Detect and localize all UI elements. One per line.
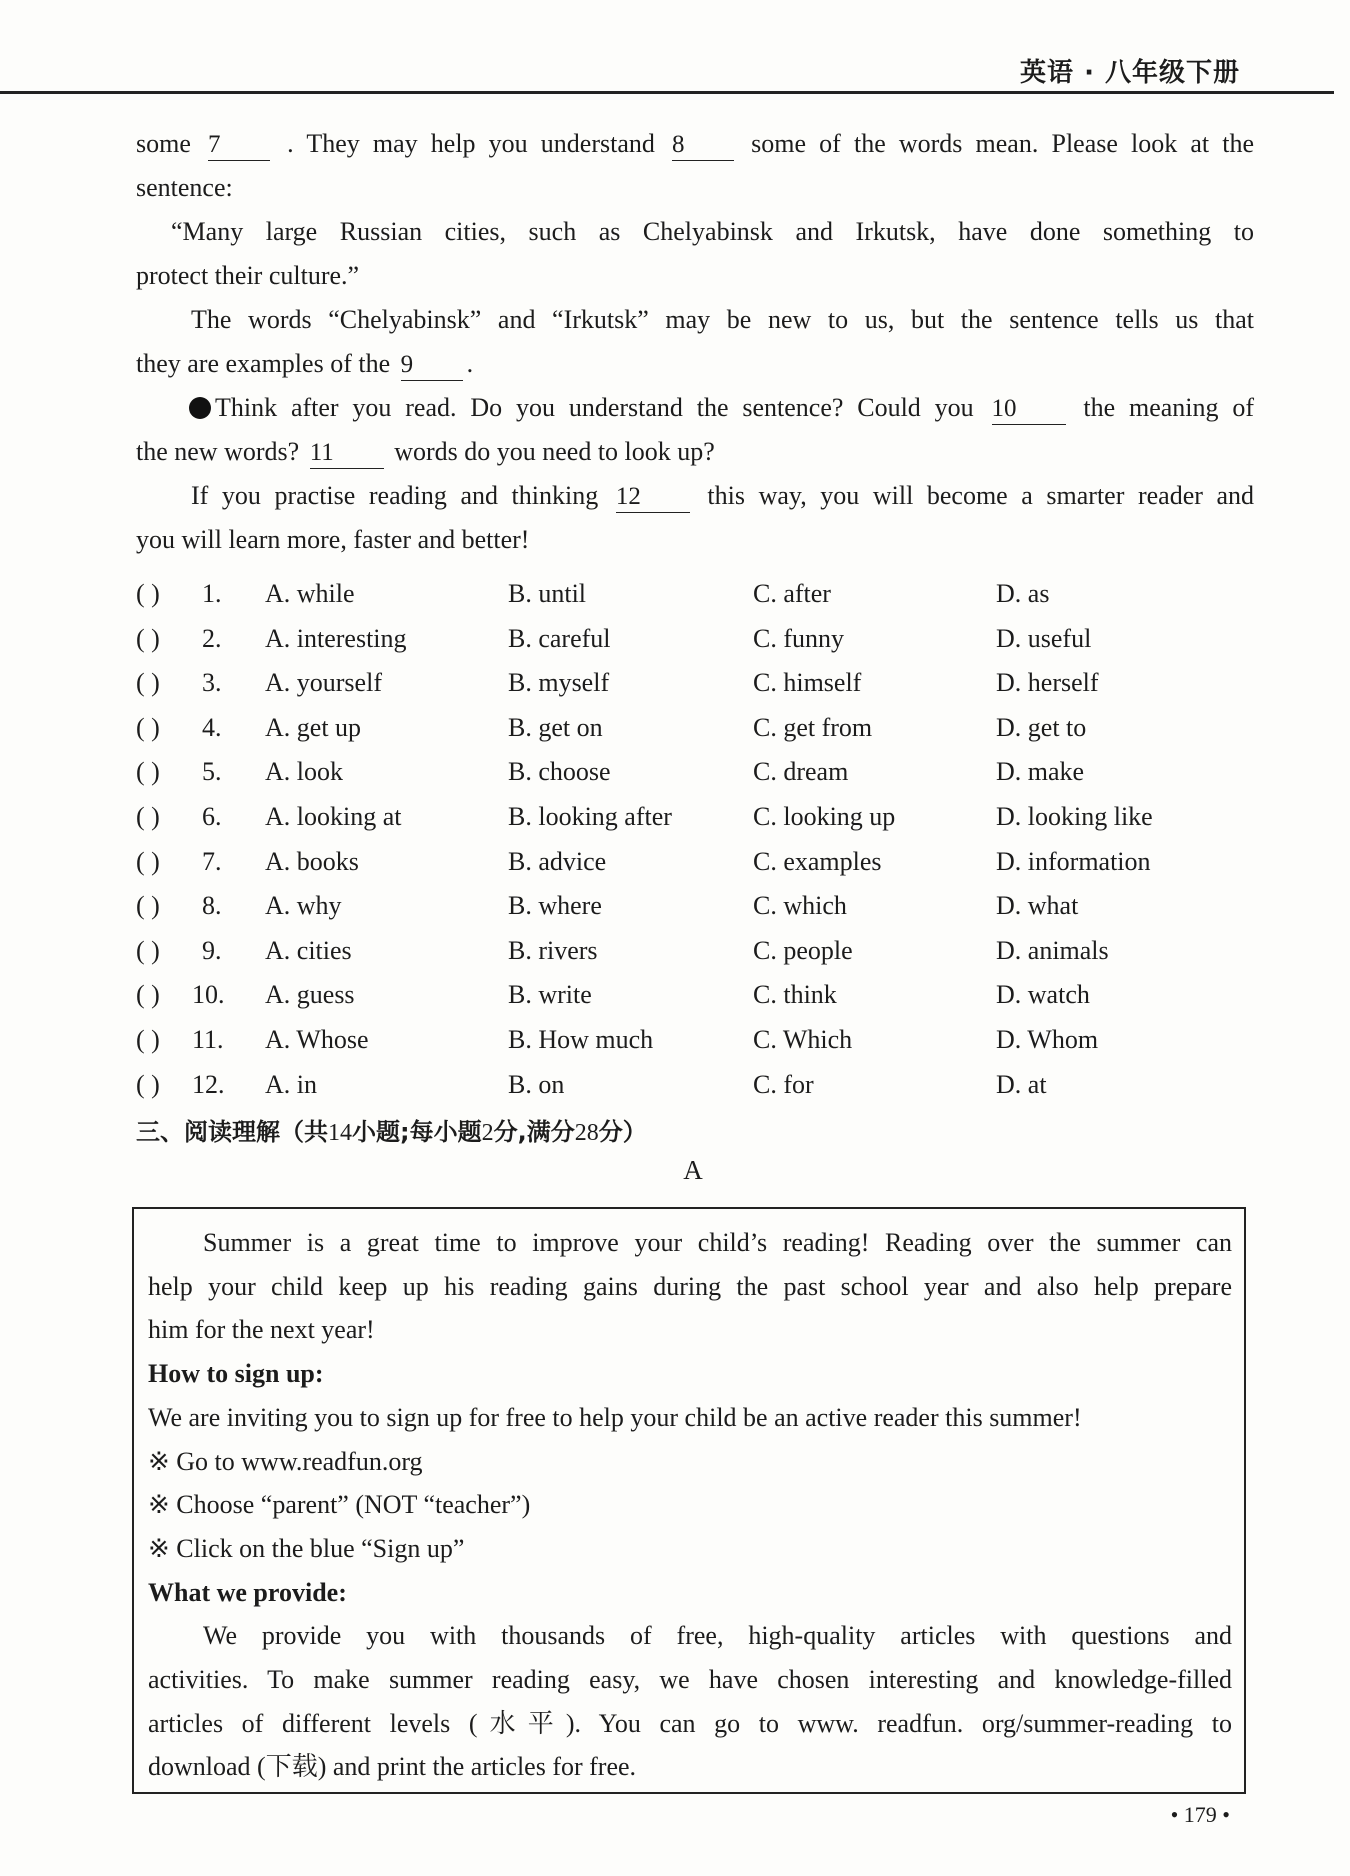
text: . They may help you understand bbox=[287, 129, 655, 158]
answer-blank-9: 9 bbox=[401, 350, 463, 381]
text: the meaning of bbox=[1083, 393, 1255, 422]
option-row bbox=[136, 973, 1286, 1018]
passage-line: We are inviting you to sign up for free to help your child be an active reader this summer! bbox=[148, 1402, 1082, 1432]
passage-line bbox=[136, 430, 1254, 474]
option-a: A. get up bbox=[265, 712, 362, 742]
option-a: A. looking at bbox=[265, 801, 402, 831]
passage-line: download (下载) and print the articles for free. bbox=[148, 1752, 637, 1782]
options-list bbox=[136, 572, 1286, 1107]
option-row bbox=[136, 929, 1286, 974]
page-number: • 179 • bbox=[1170, 1802, 1230, 1827]
option-b: B. on bbox=[508, 1069, 565, 1099]
option-a: A. books bbox=[265, 846, 359, 876]
question-number: 2. bbox=[202, 623, 222, 653]
passage-line bbox=[136, 386, 1254, 430]
option-d: D. Whom bbox=[996, 1024, 1099, 1054]
answer-blank-12: 12 bbox=[616, 482, 690, 513]
subheading-sign-up: How to sign up: bbox=[148, 1359, 324, 1389]
question-number: 10. bbox=[192, 980, 225, 1010]
option-b: B. How much bbox=[508, 1024, 654, 1054]
bullet-icon bbox=[189, 397, 211, 419]
option-b: B. get on bbox=[508, 712, 603, 742]
option-row bbox=[136, 795, 1286, 840]
answer-paren: ( ) bbox=[136, 1069, 160, 1099]
question-number: 1. bbox=[202, 579, 222, 608]
option-b: B. where bbox=[508, 891, 602, 921]
option-b: B. advice bbox=[508, 846, 607, 876]
option-row bbox=[136, 1018, 1286, 1063]
answer-blank-11: 11 bbox=[310, 438, 384, 469]
text: 分） bbox=[598, 1118, 647, 1146]
passage-line: activities. To make summer reading easy, we have chosen interesting and knowledge-filled bbox=[148, 1665, 1232, 1695]
text: 28 bbox=[574, 1120, 599, 1146]
option-b: B. looking after bbox=[508, 801, 672, 831]
section-heading bbox=[136, 1112, 647, 1147]
option-c: C. funny bbox=[753, 623, 844, 653]
subheading-provide: What we provide: bbox=[148, 1577, 347, 1607]
answer-blank-8: 8 bbox=[672, 130, 734, 161]
option-a: A. guess bbox=[265, 980, 355, 1010]
passage-line: We provide you with thousands of free, high-quality articles with questions and bbox=[203, 1621, 1232, 1651]
option-c: C. dream bbox=[753, 757, 849, 787]
passage-line: him for the next year! bbox=[148, 1315, 375, 1345]
option-c: C. examples bbox=[753, 846, 882, 876]
option-d: D. animals bbox=[996, 935, 1109, 965]
option-row bbox=[136, 884, 1286, 929]
passage-line: “Many large Russian cities, such as Chelyabinsk and Irkutsk, have done something to bbox=[171, 217, 1254, 246]
question-number: 6. bbox=[202, 801, 222, 831]
passage-line: you will learn more, faster and better! bbox=[136, 525, 530, 554]
question-number: 12. bbox=[192, 1069, 225, 1099]
option-b: B. myself bbox=[508, 668, 610, 698]
option-c: C. himself bbox=[753, 668, 862, 698]
option-c: C. after bbox=[753, 579, 831, 608]
list-item: ※ Choose “parent” (NOT “teacher”) bbox=[148, 1490, 531, 1520]
question-number: 7. bbox=[202, 846, 222, 876]
text: some of the words mean. Please look at the bbox=[751, 129, 1255, 158]
passage-line: articles of different levels (水平). You can go to www. readfun. org/summer-reading to bbox=[148, 1708, 1232, 1738]
text: this way, you will become a smarter reader and bbox=[707, 481, 1255, 510]
option-row bbox=[136, 840, 1286, 885]
list-item: ※ Go to www.readfun.org bbox=[148, 1446, 423, 1476]
option-b: B. careful bbox=[508, 623, 611, 653]
option-c: C. people bbox=[753, 935, 853, 965]
header-rule bbox=[0, 91, 1334, 94]
answer-paren: ( ) bbox=[136, 935, 160, 965]
passage-label: A bbox=[683, 1155, 703, 1185]
option-row bbox=[136, 706, 1286, 751]
text: 2 bbox=[481, 1120, 494, 1146]
passage-line bbox=[136, 342, 1254, 386]
option-d: D. useful bbox=[996, 623, 1092, 653]
option-c: C. for bbox=[753, 1069, 814, 1099]
option-a: A. while bbox=[265, 579, 355, 608]
option-c: C. think bbox=[753, 980, 837, 1010]
text: 小题;每小题 bbox=[352, 1118, 482, 1146]
option-row bbox=[136, 661, 1286, 706]
text: the new words? bbox=[136, 437, 300, 466]
answer-paren: ( ) bbox=[136, 579, 160, 608]
question-number: 4. bbox=[202, 712, 222, 742]
reading-passage-box bbox=[132, 1207, 1246, 1794]
answer-paren: ( ) bbox=[136, 846, 160, 876]
question-number: 9. bbox=[202, 935, 222, 965]
text: some bbox=[136, 129, 191, 158]
book-header-title: 英语 · 八年级下册 bbox=[1020, 58, 1240, 88]
option-a: A. interesting bbox=[265, 623, 407, 653]
passage-line bbox=[136, 122, 1254, 166]
text: Think after you read. Do you understand the sentence? Could you bbox=[215, 393, 974, 422]
option-b: B. choose bbox=[508, 757, 611, 787]
answer-blank-7: 7 bbox=[208, 130, 270, 161]
option-a: A. why bbox=[265, 891, 342, 921]
option-c: C. Which bbox=[753, 1024, 853, 1054]
option-d: D. what bbox=[996, 891, 1079, 921]
text: . bbox=[466, 349, 474, 378]
answer-paren: ( ) bbox=[136, 757, 160, 787]
passage-continued bbox=[136, 122, 1254, 562]
text: words do you need to look up? bbox=[394, 437, 715, 466]
option-b: B. until bbox=[508, 579, 587, 608]
answer-paren: ( ) bbox=[136, 801, 160, 831]
option-d: D. as bbox=[996, 579, 1050, 608]
passage-line: The words “Chelyabinsk” and “Irkutsk” may be new to us, but the sentence tells us that bbox=[191, 305, 1254, 334]
option-row bbox=[136, 617, 1286, 662]
option-d: D. information bbox=[996, 846, 1151, 876]
passage-line bbox=[136, 474, 1254, 518]
option-b: B. write bbox=[508, 980, 592, 1010]
option-row bbox=[136, 572, 1286, 617]
question-number: 11. bbox=[192, 1024, 224, 1054]
option-c: C. looking up bbox=[753, 801, 896, 831]
text: they are examples of the bbox=[136, 349, 391, 378]
option-d: D. looking like bbox=[996, 801, 1153, 831]
answer-blank-10: 10 bbox=[992, 394, 1066, 425]
answer-paren: ( ) bbox=[136, 980, 160, 1010]
option-a: A. yourself bbox=[265, 668, 382, 698]
option-a: A. Whose bbox=[265, 1024, 369, 1054]
reading-passage-text bbox=[148, 1221, 1232, 1789]
question-number: 5. bbox=[202, 757, 222, 787]
passage-line: help your child keep up his reading gains during the past school year and also help prepare bbox=[148, 1271, 1232, 1301]
option-c: C. get from bbox=[753, 712, 873, 742]
question-number: 8. bbox=[202, 891, 222, 921]
answer-paren: ( ) bbox=[136, 1024, 160, 1054]
answer-paren: ( ) bbox=[136, 891, 160, 921]
option-d: D. at bbox=[996, 1069, 1047, 1099]
passage-line: Summer is a great time to improve your child’s reading! Reading over the summer can bbox=[203, 1228, 1232, 1257]
option-d: D. get to bbox=[996, 712, 1087, 742]
passage-line: protect their culture.” bbox=[136, 261, 360, 290]
option-d: D. herself bbox=[996, 668, 1099, 698]
answer-paren: ( ) bbox=[136, 623, 160, 653]
option-c: C. which bbox=[753, 891, 847, 921]
option-a: A. in bbox=[265, 1069, 317, 1099]
option-row bbox=[136, 1063, 1286, 1108]
option-b: B. rivers bbox=[508, 935, 598, 965]
list-item: ※ Click on the blue “Sign up” bbox=[148, 1533, 465, 1563]
option-d: D. make bbox=[996, 757, 1085, 787]
answer-paren: ( ) bbox=[136, 668, 160, 698]
option-d: D. watch bbox=[996, 980, 1090, 1010]
option-row bbox=[136, 750, 1286, 795]
text: If you practise reading and thinking bbox=[191, 481, 599, 510]
answer-paren: ( ) bbox=[136, 712, 160, 742]
text: 分,满分 bbox=[493, 1118, 575, 1146]
question-number: 3. bbox=[202, 668, 222, 698]
text: 14 bbox=[328, 1120, 352, 1146]
text: 三、阅读理解（共 bbox=[136, 1118, 328, 1146]
passage-line: sentence: bbox=[136, 173, 233, 202]
option-a: A. look bbox=[265, 757, 343, 787]
option-a: A. cities bbox=[265, 935, 352, 965]
